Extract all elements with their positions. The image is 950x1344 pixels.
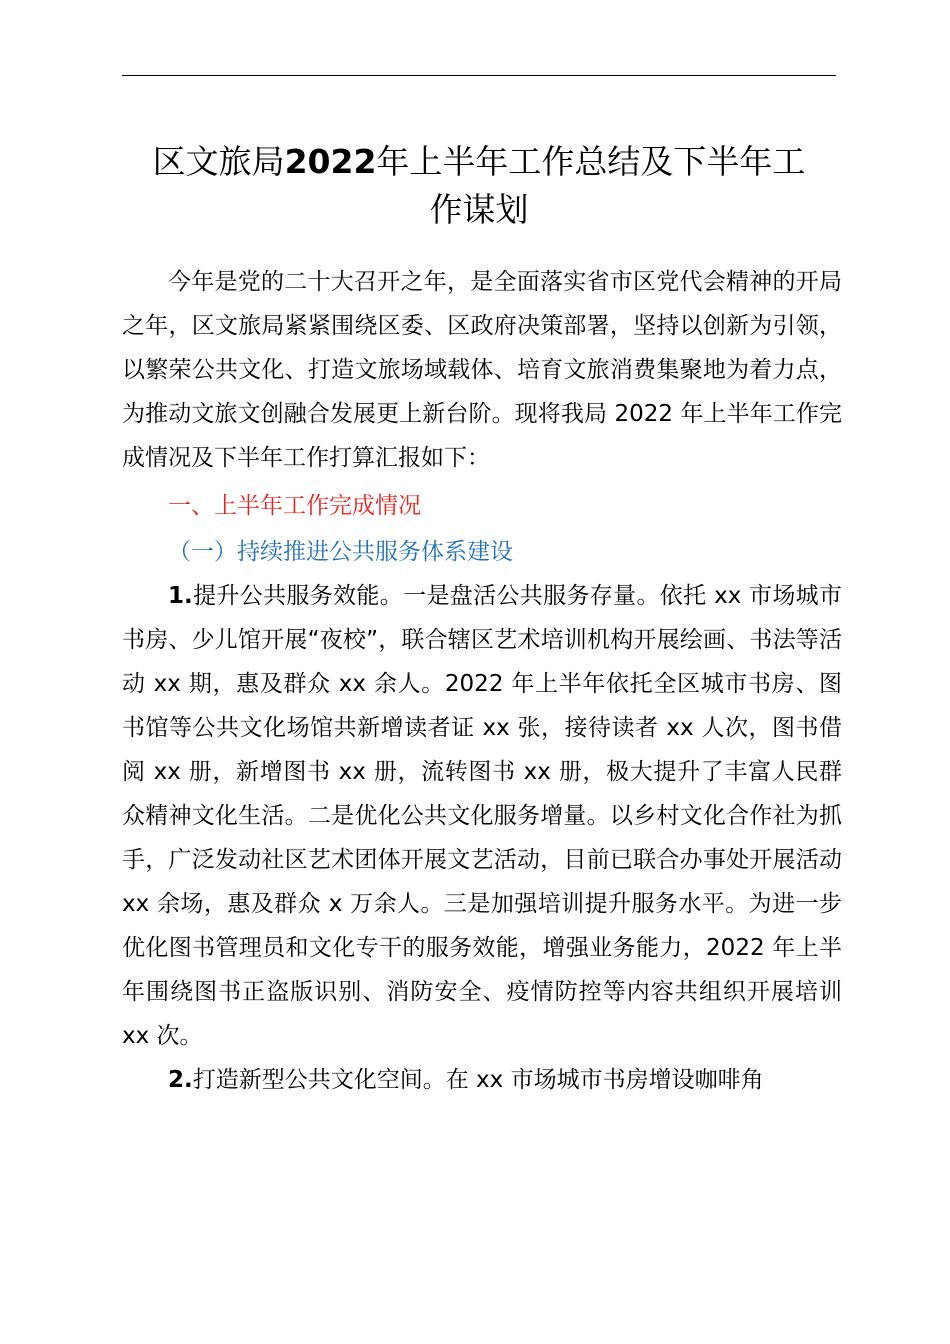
- title-part1: 区文旅局: [152, 142, 285, 181]
- item-2-text: 打造新型公共文化空间。在 xx 市场城市书房增设咖啡角: [192, 1067, 764, 1093]
- document-title: [114, 138, 844, 234]
- item-2-number: 2.: [168, 1067, 193, 1093]
- header-rule: [122, 75, 836, 76]
- document-body: [122, 260, 842, 1102]
- title-part2: 年上半年工作总结及下半年工: [376, 142, 806, 181]
- item-2-paragraph: [122, 1058, 842, 1102]
- item-1-paragraph: [122, 574, 842, 1058]
- title-year: 2022: [284, 142, 377, 181]
- intro-paragraph: 今年是党的二十大召开之年，是全面落实省市区党代会精神的开局之年，区文旅局紧紧围绕区委、区政府决策部署，坚持以创新为引领，以繁荣公共文化、打造文旅场域载体、培育文旅消费集聚地为着力点，为推动文旅文创融合发展更上新台阶。现将我局 2022 年上半年工作完成情况及下半年工作打算汇报如下：: [122, 269, 842, 471]
- title-part3: 作谋划: [429, 190, 529, 229]
- section-heading-1: 一、上半年工作完成情况: [168, 493, 421, 519]
- subsection-heading-1: （一）持续推进公共服务体系建设: [168, 539, 513, 565]
- item-1-text: 提升公共服务效能。一是盘活公共服务存量。依托 xx 市场城市书房、少儿馆开展“夜校”，联合辖区艺术培训机构开展绘画、书法等活动 xx 期，惠及群众 xx 余人。2022 年上半年依托全区城市书房、图书馆等公共文化场馆共新增读者证 xx 张，接待读者 xx 人次，图书借阅 xx 册，新增图书 xx 册，流转图书 xx 册，极大提升了丰富人民群众精神文化生活。二是优化公共文化服务增量。以乡村文化合作社为抓手，广泛发动社区艺术团体开展文艺活动，目前已联合办事处开展活动 xx 余场，惠及群众 x 万余人。三是加强培训提升服务水平。为进一步优化图书管理员和文化专干的服务效能，增强业务能力，2022 年上半年围绕图书正盗版识别、消防安全、疫情防控等内容共组织开展培训 xx 次。: [122, 583, 842, 1049]
- item-1-number: 1.: [168, 583, 193, 609]
